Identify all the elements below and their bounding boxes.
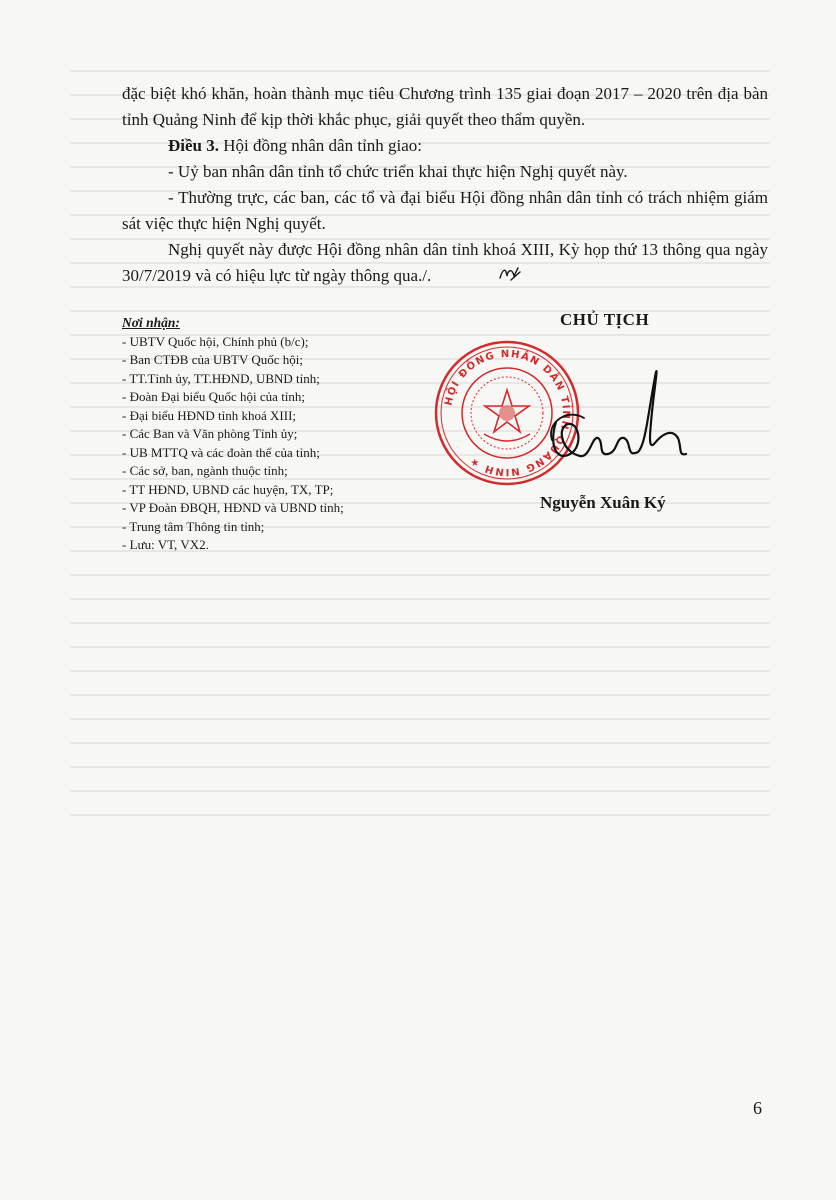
recipient-item: - TT.Tỉnh ủy, TT.HĐND, UBND tỉnh; bbox=[122, 370, 320, 386]
recipients-block bbox=[122, 314, 442, 555]
recipient-item: - Các sở, ban, ngành thuộc tỉnh; bbox=[122, 463, 288, 478]
paragraph-continuation: đặc biệt khó khăn, hoàn thành mục tiêu Chương trình 135 giai đoạn 2017 – 2020 trên địa bàn tỉnh Quảng Ninh để kịp thời khắc phục, giải quyết theo thẩm quyền. bbox=[122, 84, 768, 129]
recipient-item: - Các Ban và Văn phòng Tỉnh ủy; bbox=[122, 426, 298, 441]
recipient-item: - UB MTTQ và các đoàn thể của tỉnh; bbox=[122, 444, 320, 460]
recipient-item: - Đại biểu HĐND tỉnh khoá XIII; bbox=[122, 407, 297, 423]
recipient-item: - Lưu: VT, VX2. bbox=[122, 537, 209, 552]
paragraph-task-1: - Uỷ ban nhân dân tỉnh tổ chức triển khai thực hiện Nghị quyết này. bbox=[168, 162, 628, 181]
svg-text:HỘI ĐỒNG NHÂN DÂN TỈNH QUẢNG N: HỘI ĐỒNG NHÂN DÂN TỈNH QUẢNG NINH ★ bbox=[443, 348, 572, 478]
signer-name: Nguyễn Xuân Ký bbox=[540, 493, 666, 512]
article-3-text: Hội đồng nhân dân tỉnh giao: bbox=[219, 136, 423, 155]
handwritten-signature bbox=[528, 352, 693, 477]
paragraph-effective-date: Nghị quyết này được Hội đồng nhân dân tỉnh khoá XIII, Kỳ họp thứ 13 thông qua ngày 30/7/2019 và có hiệu lực từ ngày thông qua./. bbox=[122, 240, 768, 285]
recipient-item: - TT HĐND, UBND các huyện, TX, TP; bbox=[122, 481, 334, 497]
recipient-item: - Ban CTĐB của UBTV Quốc hội; bbox=[122, 352, 304, 367]
paragraph-task-2: - Thường trực, các ban, các tổ và đại biểu Hội đồng nhân dân tỉnh có trách nhiệm giám sát việc thực hiện Nghị quyết. bbox=[122, 188, 768, 233]
article-3-label: Điều 3. bbox=[168, 136, 219, 155]
recipient-item: - Trung tâm Thông tin tỉnh; bbox=[122, 518, 265, 534]
recipients-title: Nơi nhận: bbox=[122, 315, 180, 330]
recipient-item: - Đoàn Đại biểu Quốc hội của tỉnh; bbox=[122, 389, 306, 404]
page-number: 6 bbox=[753, 1098, 762, 1118]
recipient-item: - UBTV Quốc hội, Chính phủ (b/c); bbox=[122, 333, 309, 349]
article-3-heading bbox=[122, 133, 768, 159]
signer-title: CHỦ TỊCH bbox=[560, 310, 650, 329]
recipient-item: - VP Đoàn ĐBQH, HĐND và UBND tỉnh; bbox=[122, 500, 344, 515]
initials-mark bbox=[498, 264, 522, 284]
resolution-body bbox=[122, 81, 768, 289]
